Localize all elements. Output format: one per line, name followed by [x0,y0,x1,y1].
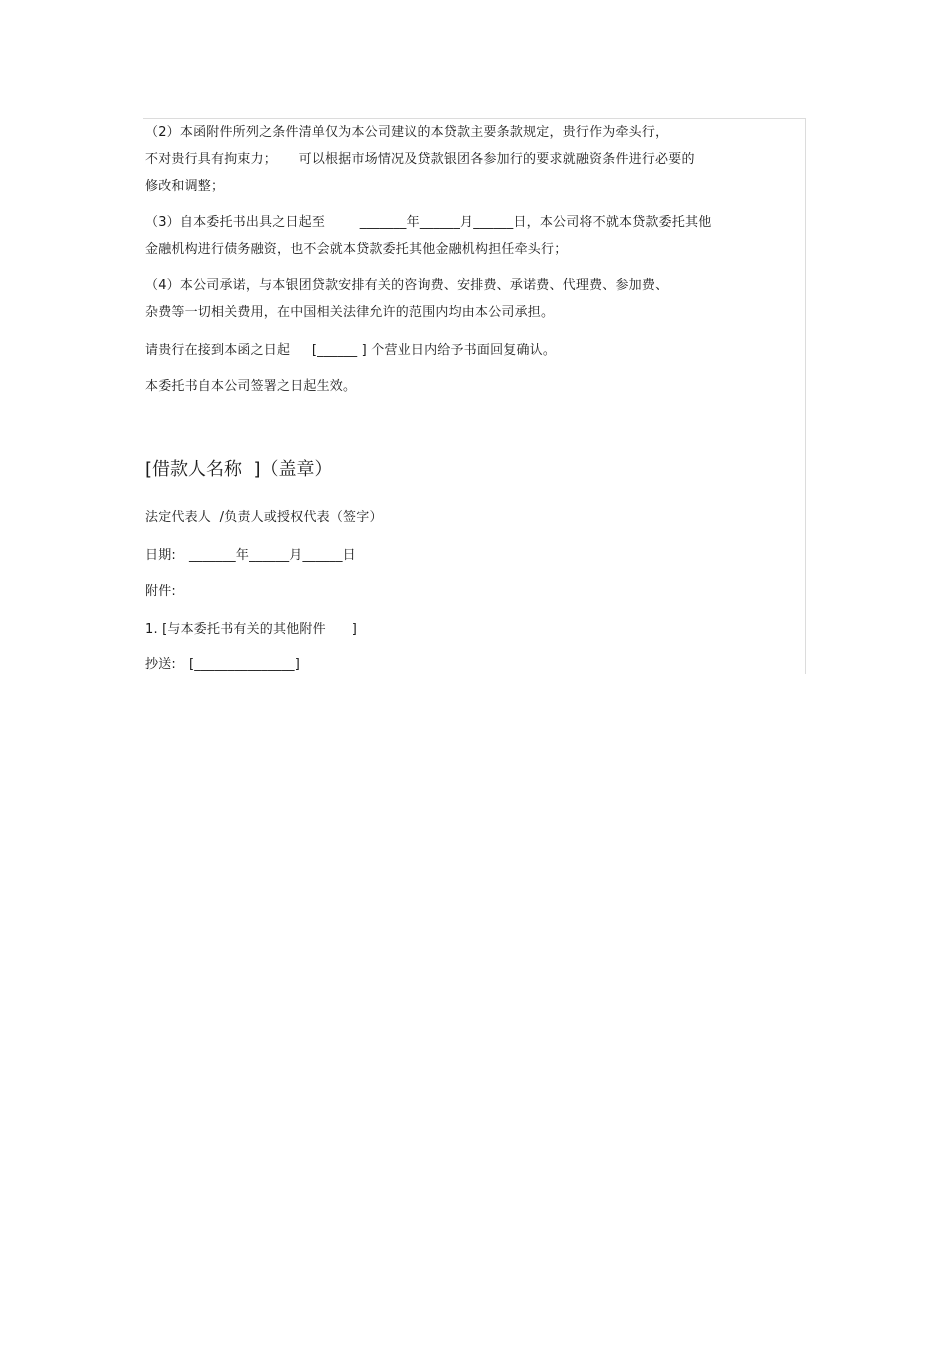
page-frame [143,118,806,674]
clause-2-line-3: 修改和调整； [145,179,225,194]
attachment-item-1: 1. [与本委托书有关的其他附件 ] [145,622,358,637]
clause-2-line-2: 不对贵行具有拘束力； 可以根据市场情况及贷款银团各参加行的要求就融资条件进行必要的 [145,152,695,167]
attachments-label: 附件: [145,584,176,599]
clause-4-line-2: 杂费等一切相关费用，在中国相关法律允许的范围内均由本公司承担。 [145,305,555,320]
legal-representative: 法定代表人 /负责人或授权代表（签字） [145,510,383,525]
effective-statement: 本委托书自本公司签署之日起生效。 [145,379,357,394]
clause-2-line-1: （2）本函附件所列之条件清单仅为本公司建议的本贷款主要条款规定，贵行作为牵头行， [145,125,669,140]
borrower-heading: [借款人名称 ]（盖章） [145,459,333,480]
clause-3-line-2: 金融机构进行债务融资，也不会就本贷款委托其他金融机构担任牵头行； [145,242,568,257]
date-line: 日期: _______年______月______日 [145,548,356,563]
clause-4-line-1: （4）本公司承诺，与本银团贷款安排有关的咨询费、安排费、承诺费、代理费、参加费、 [145,278,669,293]
clause-3-line-1: （3）自本委托书出具之日起至 _______年______月______日，本公司将不就本贷款委托其他 [145,215,712,230]
cc-line: 抄送: [_______________] [145,657,301,672]
reply-request: 请贵行在接到本函之日起 [______ ] 个营业日内给予书面回复确认。 [145,343,557,358]
